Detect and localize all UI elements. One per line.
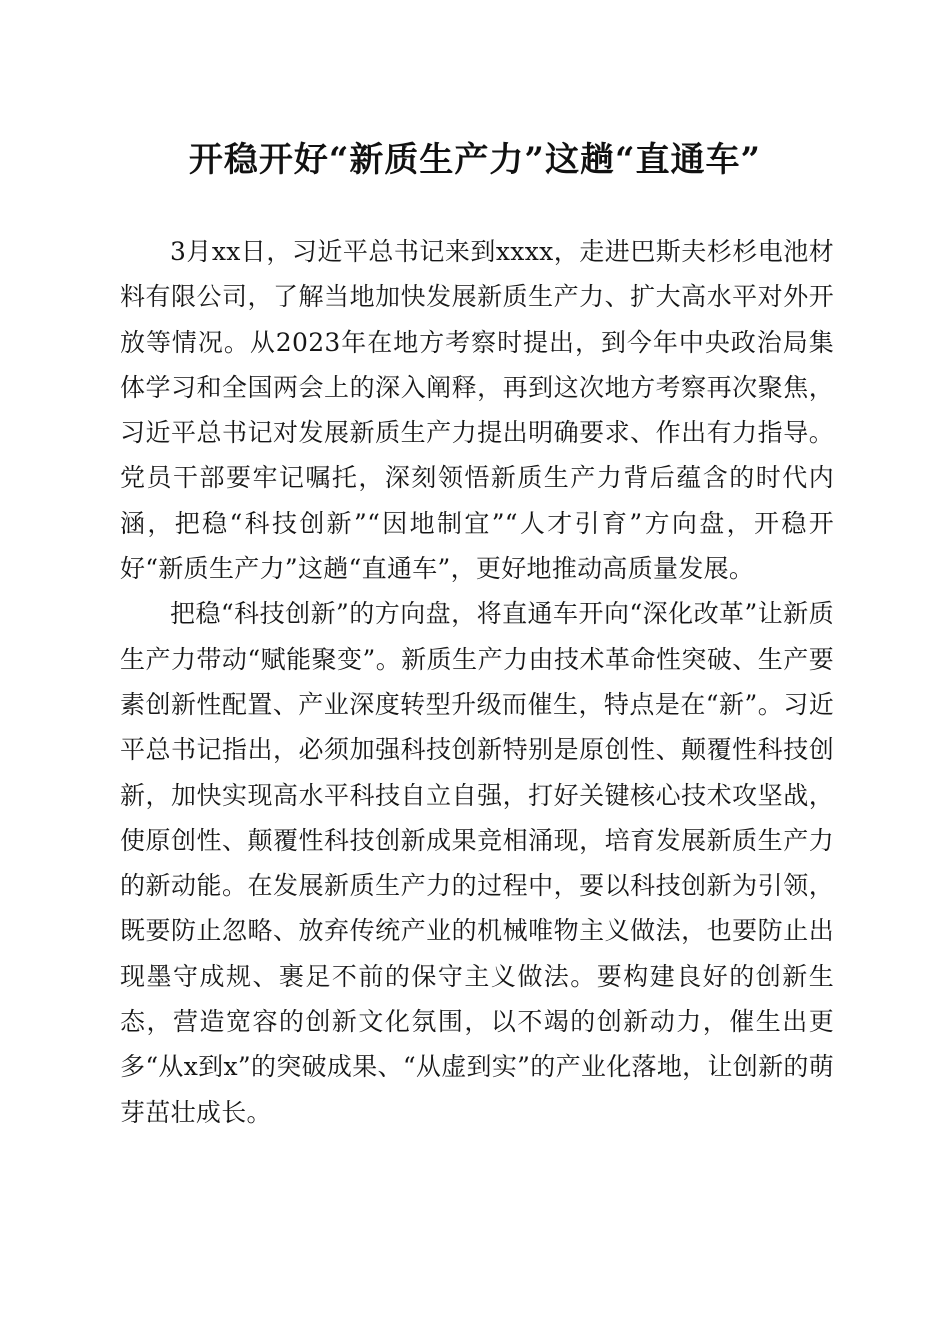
- document-body: [120, 229, 834, 1135]
- paragraph-1: 3月xx日，习近平总书记来到xxxx，走进巴斯夫杉杉电池材料有限公司，了解当地加快发展新质生产力、扩大高水平对外开放等情况。从2023年在地方考察时提出，到今年中央政治局集体学习和全国两会上的深入阐释，再到这次地方考察再次聚焦，习近平总书记对发展新质生产力提出明确要求、作出有力指导。党员干部要牢记嘱托，深刻领悟新质生产力背后蕴含的时代内涵，把稳“科技创新”“因地制宜”“人才引育”方向盘，开稳开好“新质生产力”这趟“直通车”，更好地推动高质量发展。: [120, 237, 834, 584]
- paragraph-2: 把稳“科技创新”的方向盘，将直通车开向“深化改革”让新质生产力带动“赋能聚变”。新质生产力由技术革命性突破、生产要素创新性配置、产业深度转型升级而催生，特点是在“新”。习近平总书记指出，必须加强科技创新特别是原创性、颠覆性科技创新，加快实现高水平科技自立自强，打好关键核心技术攻坚战，使原创性、颠覆性科技创新成果竞相涌现，培育发展新质生产力的新动能。在发展新质生产力的过程中，要以科技创新为引领，既要防止忽略、放弃传统产业的机械唯物主义做法，也要防止出现墨守成规、裹足不前的保守主义做法。要构建良好的创新生态，营造宽容的创新文化氛围，以不竭的创新动力，催生出更多“从x到x”的突破成果、“从虚到实”的产业化落地，让创新的萌芽茁壮成长。: [120, 599, 834, 1127]
- document-title: 开稳开好“新质生产力”这趟“直通车”: [188, 140, 762, 180]
